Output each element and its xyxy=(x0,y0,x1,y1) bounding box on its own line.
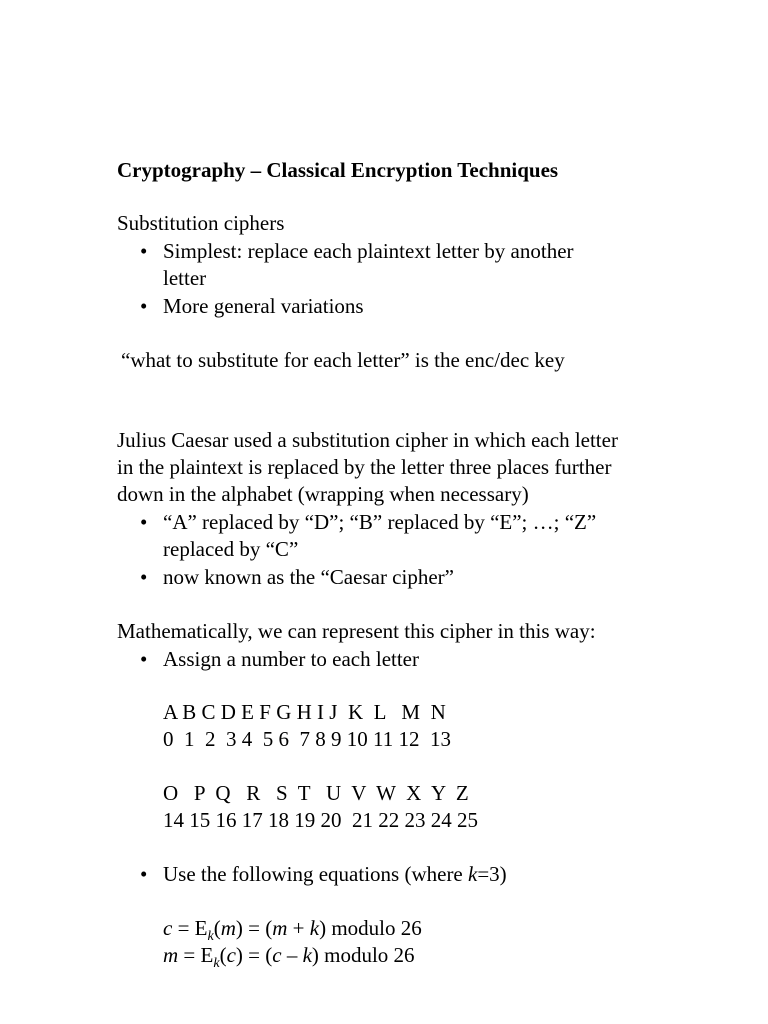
bullet-continuation: replaced by “C” xyxy=(163,537,299,561)
bullet-simplest xyxy=(140,238,574,265)
eq-text: = E xyxy=(178,943,214,967)
caesar-paragraph-line-2: in the plaintext is replaced by the letter three places further xyxy=(117,455,612,479)
eq-text: + xyxy=(287,916,310,940)
eq-text: ) = ( xyxy=(235,916,273,940)
bullet-general-variations xyxy=(140,293,364,320)
letters-row-1: A B C D E F G H I J K L M N xyxy=(163,700,446,724)
letters-row-2: O P Q R S T U V W X Y Z xyxy=(163,781,469,805)
bullet-dot: • xyxy=(140,565,148,589)
eq-var: m xyxy=(272,916,288,940)
eq-subscript: k xyxy=(207,929,214,945)
bullet-text-post: =3) xyxy=(477,862,507,886)
math-intro: Mathematically, we can represent this cipher in this way: xyxy=(117,619,596,643)
numbers-row-2: 14 15 16 17 18 19 20 21 22 23 24 25 xyxy=(163,808,478,832)
variable-k: k xyxy=(468,862,478,886)
eq-var: c xyxy=(163,916,173,940)
bullet-text: now known as the “Caesar cipher” xyxy=(163,565,454,589)
bullet-text: More general variations xyxy=(163,294,364,318)
eq-var: m xyxy=(220,916,236,940)
eq-var: c xyxy=(226,943,236,967)
bullet-text: Assign a number to each letter xyxy=(163,647,419,671)
eq-text: ) = ( xyxy=(235,943,273,967)
bullet-equations xyxy=(140,861,507,888)
eq-text: ( xyxy=(219,943,227,967)
bullet-text: Simplest: replace each plaintext letter by another xyxy=(163,239,574,263)
bullet-text: “A” replaced by “D”; “B” replaced by “E”; …; “Z” xyxy=(163,510,597,534)
caesar-paragraph-line-1: Julius Caesar used a substitution cipher in which each letter xyxy=(117,428,618,452)
equation-decrypt xyxy=(163,942,415,977)
bullet-text-pre: Use the following equations (where xyxy=(163,862,469,886)
bullet-dot: • xyxy=(140,647,148,671)
key-note: “what to substitute for each letter” is the enc/dec key xyxy=(121,348,565,372)
bullet-dot: • xyxy=(140,510,148,534)
eq-var: m xyxy=(163,943,179,967)
eq-text: ) modulo 26 xyxy=(319,916,422,940)
page-title: Cryptography – Classical Encryption Techniques xyxy=(117,158,559,182)
eq-var: k xyxy=(302,943,312,967)
eq-text: ( xyxy=(213,916,221,940)
eq-subscript: k xyxy=(213,956,220,972)
bullet-replacements xyxy=(140,509,596,536)
eq-var: k xyxy=(309,916,320,940)
eq-text: – xyxy=(281,943,303,967)
bullet-dot: • xyxy=(140,239,148,263)
bullet-assign-number xyxy=(140,646,419,673)
section-heading-substitution: Substitution ciphers xyxy=(117,211,285,235)
eq-var: c xyxy=(272,943,282,967)
bullet-dot: • xyxy=(140,294,148,318)
bullet-caesar-cipher-name xyxy=(140,564,454,591)
eq-text: ) modulo 26 xyxy=(311,943,415,967)
numbers-row-1: 0 1 2 3 4 5 6 7 8 9 10 11 12 13 xyxy=(163,727,451,751)
eq-text: = E xyxy=(172,916,208,940)
bullet-dot: • xyxy=(140,862,148,886)
bullet-continuation: letter xyxy=(163,266,207,290)
caesar-paragraph-line-3: down in the alphabet (wrapping when necessary) xyxy=(117,482,529,506)
